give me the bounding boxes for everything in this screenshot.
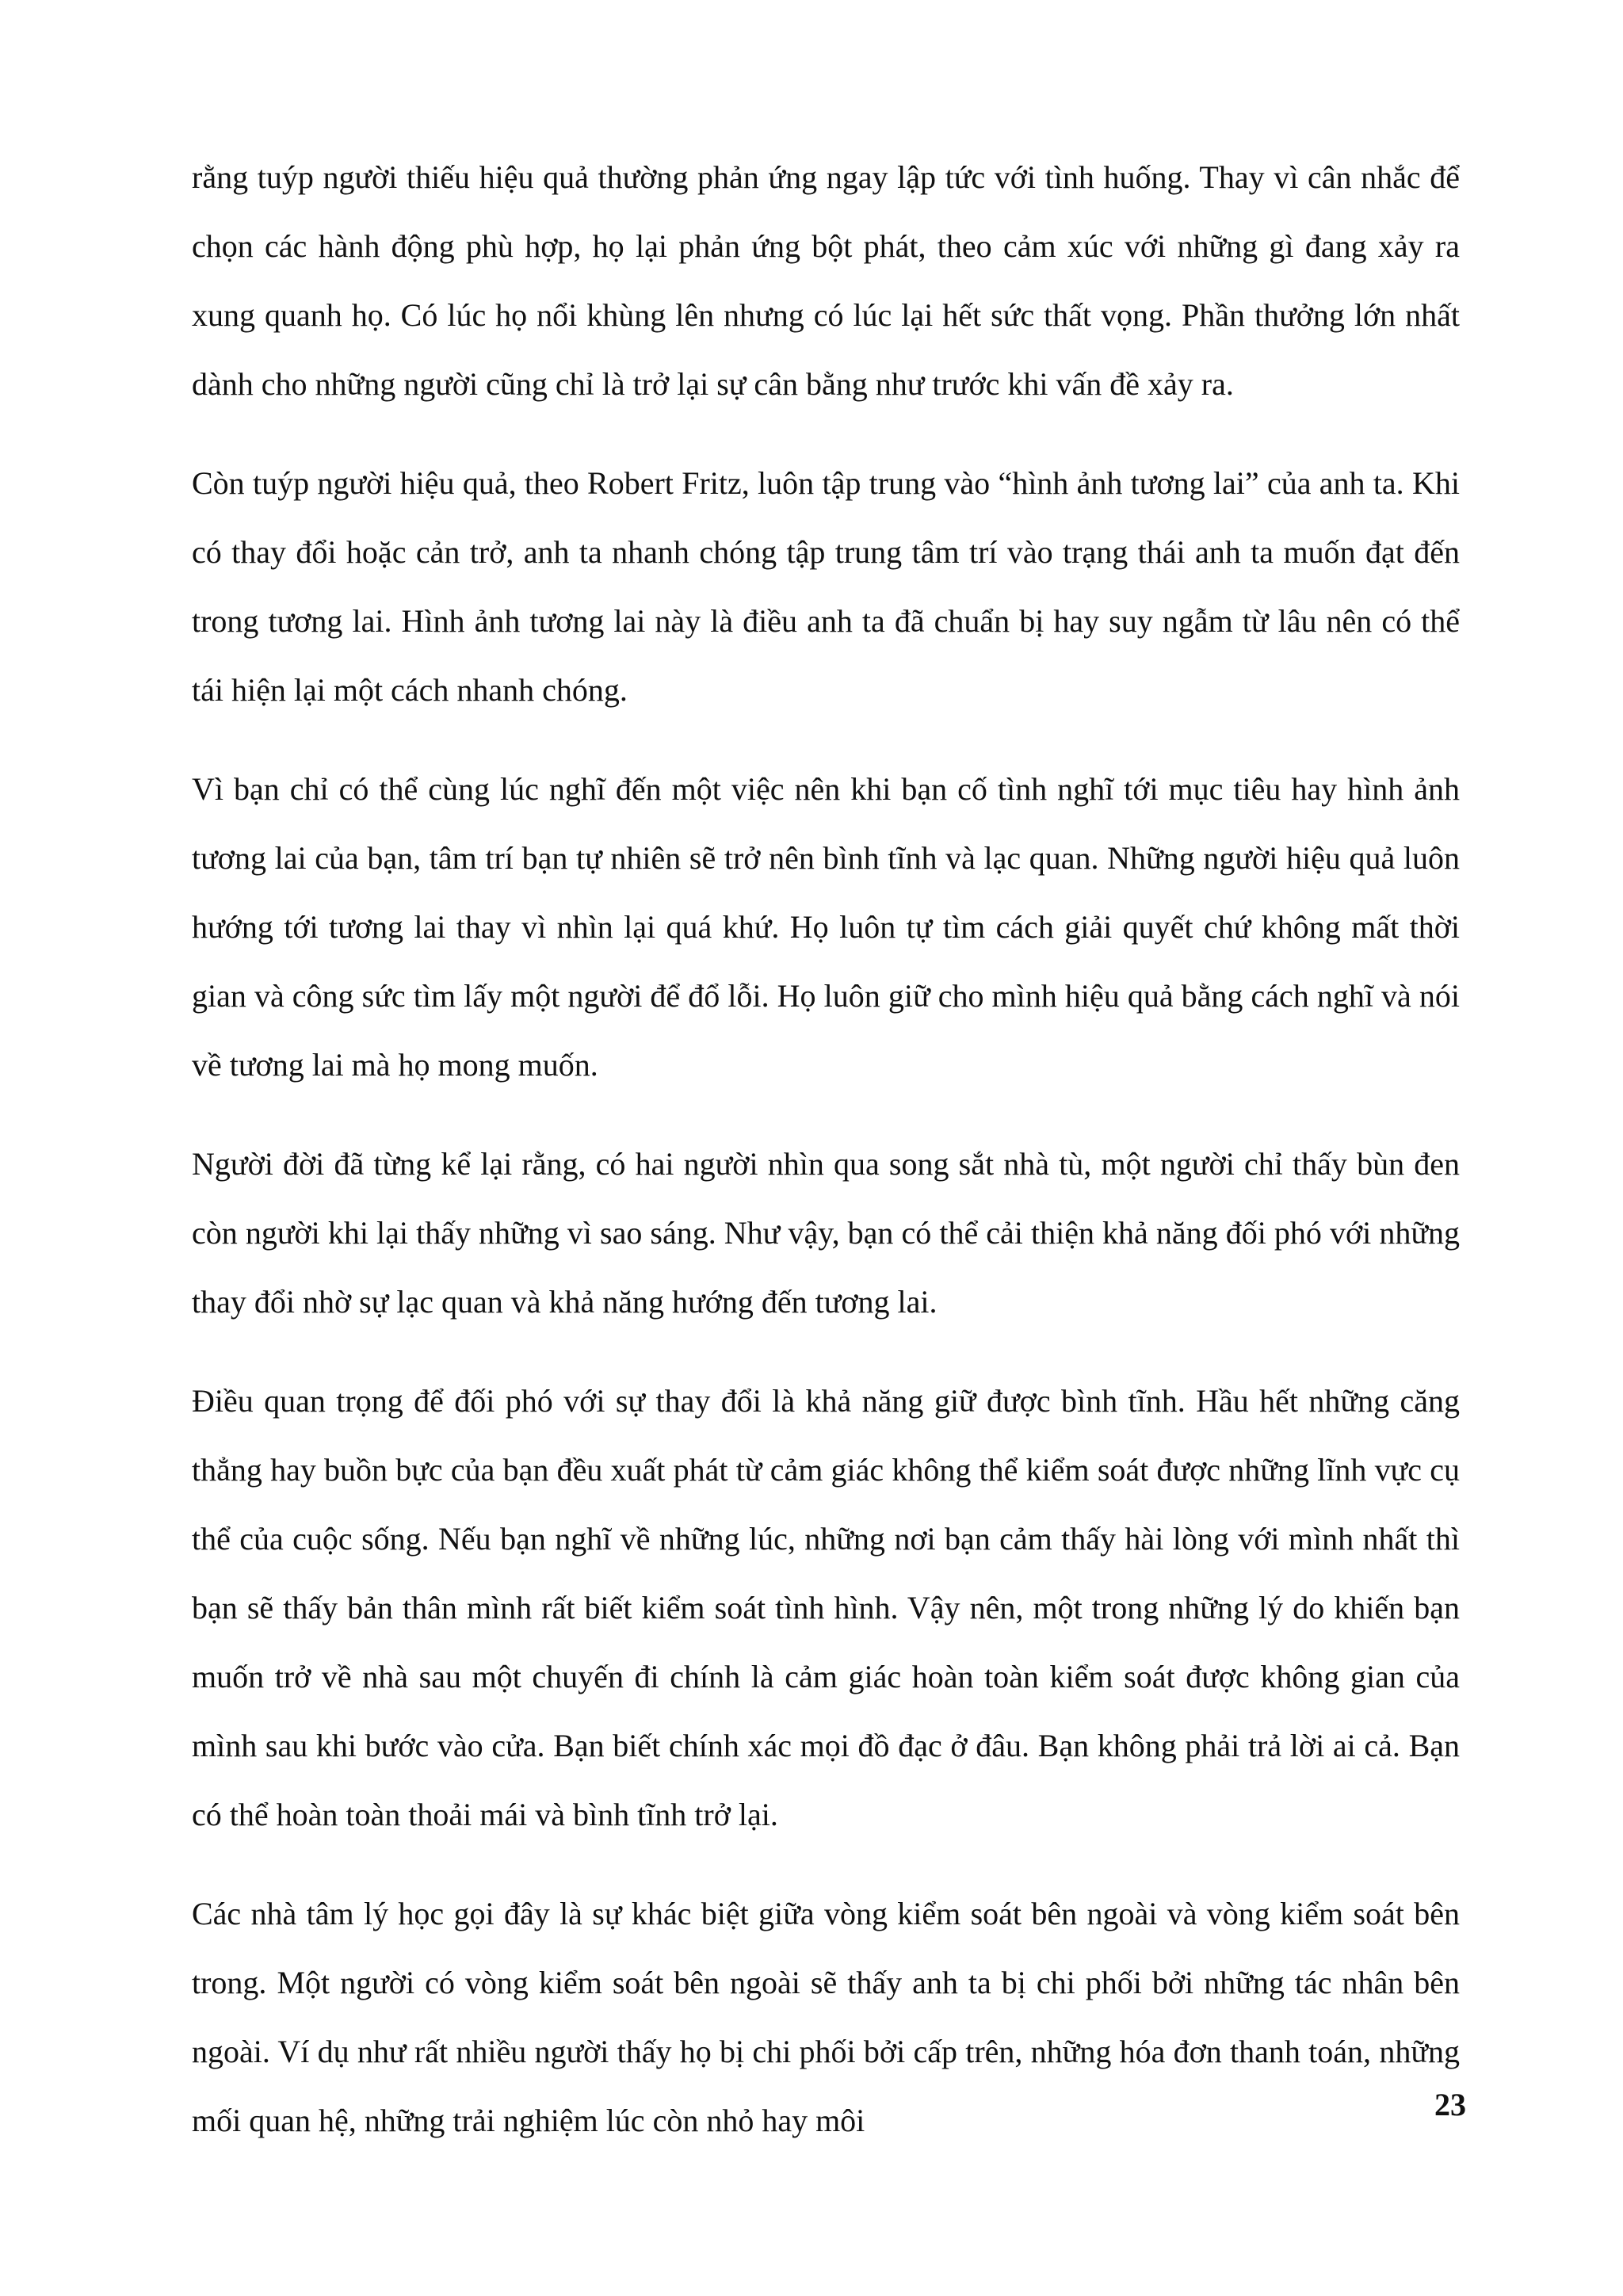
page-number: 23 <box>1434 2087 1466 2122</box>
paragraph-4: Người đời đã từng kể lại rằng, có hai người nhìn qua song sắt nhà tù, một người chỉ thấy bùn đen còn người khi lại thấy những vì sao sáng. Như vậy, bạn có thể cải thiện khả năng đối phó với những thay đổi nhờ sự lạc quan và khả năng hướng đến tương lai. <box>192 1146 1460 1320</box>
paragraph-3: Vì bạn chỉ có thể cùng lúc nghĩ đến một việc nên khi bạn cố tình nghĩ tới mục tiêu hay hình ảnh tương lai của bạn, tâm trí bạn tự nhiên sẽ trở nên bình tĩnh và lạc quan. Những người hiệu quả luôn hướng tới tương lai thay vì nhìn lại quá khứ. Họ luôn tự tìm cách giải quyết chứ không mất thời gian và công sức tìm lấy một người để đổ lỗi. Họ luôn giữ cho mình hiệu quả bằng cách nghĩ và nói về tương lai mà họ mong muốn. <box>192 771 1460 1083</box>
paragraph-1: rằng tuýp người thiếu hiệu quả thường phản ứng ngay lập tức với tình huống. Thay vì cân nhắc để chọn các hành động phù hợp, họ lại phản ứng bột phát, theo cảm xúc với những gì đang xảy ra xung quanh họ. Có lúc họ nổi khùng lên nhưng có lúc lại hết sức thất vọng. Phần thưởng lớn nhất dành cho những người cũng chỉ là trở lại sự cân bằng như trước khi vấn đề xảy ra. <box>192 159 1460 402</box>
paragraph-2: Còn tuýp người hiệu quả, theo Robert Fritz, luôn tập trung vào “hình ảnh tương lai” của anh ta. Khi có thay đổi hoặc cản trở, anh ta nhanh chóng tập trung tâm trí vào trạng thái anh ta muốn đạt đến trong tương lai. Hình ảnh tương lai này là điều anh ta đã chuẩn bị hay suy ngẫm từ lâu nên có thể tái hiện lại một cách nhanh chóng. <box>192 465 1460 708</box>
paragraph-5: Điều quan trọng để đối phó với sự thay đổi là khả năng giữ được bình tĩnh. Hầu hết những căng thẳng hay buồn bực của bạn đều xuất phát từ cảm giác không thể kiểm soát được những lĩnh vực cụ thể của cuộc sống. Nếu bạn nghĩ về những lúc, những nơi bạn cảm thấy hài lòng với mình nhất thì bạn sẽ thấy bản thân mình rất biết kiểm soát tình hình. Vậy nên, một trong những lý do khiến bạn muốn trở về nhà sau một chuyến đi chính là cảm giác hoàn toàn kiểm soát được không gian của mình sau khi bước vào cửa. Bạn biết chính xác mọi đồ đạc ở đâu. Bạn không phải trả lời ai cả. Bạn có thể hoàn toàn thoải mái và bình tĩnh trở lại. <box>192 1383 1460 1832</box>
paragraph-6: Các nhà tâm lý học gọi đây là sự khác biệt giữa vòng kiểm soát bên ngoài và vòng kiểm soát bên trong. Một người có vòng kiểm soát bên ngoài sẽ thấy anh ta bị chi phối bởi những tác nhân bên ngoài. Ví dụ như rất nhiều người thấy họ bị chi phối bởi cấp trên, những hóa đơn thanh toán, những mối quan hệ, những trải nghiệm lúc còn nhỏ hay môi <box>192 1896 1460 2138</box>
body-text <box>192 143 1460 2185</box>
